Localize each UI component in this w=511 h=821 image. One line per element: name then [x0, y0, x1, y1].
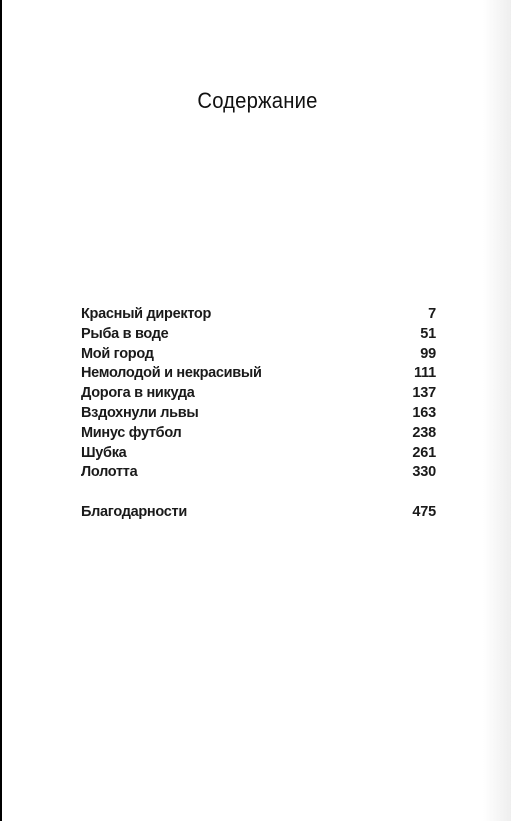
- toc-entry[interactable]: [81, 325, 436, 345]
- toc-entry-title: Благодарности: [81, 504, 187, 520]
- toc-entry-title: Дорога в никуда: [81, 385, 195, 402]
- toc-entry-page: 475: [412, 504, 436, 520]
- toc-entry-title: Рыба в воде: [81, 325, 169, 342]
- table-of-contents: [81, 305, 436, 483]
- toc-entry[interactable]: [81, 305, 436, 325]
- toc-entry-page: 238: [412, 424, 436, 441]
- toc-entry-title: Немолодой и некрасивый: [81, 365, 262, 382]
- toc-entry-page: 137: [412, 385, 436, 402]
- page-title: Содержание: [197, 88, 318, 113]
- toc-entry[interactable]: [81, 345, 436, 365]
- toc-entry-title: Красный директор: [81, 306, 212, 322]
- toc-entry[interactable]: [81, 463, 436, 483]
- toc-entry-title: Вздохнули львы: [81, 404, 199, 421]
- page-edge-shadow: [483, 0, 511, 821]
- toc-entry-title: Шубка: [81, 444, 127, 461]
- toc-entry-page: 111: [414, 365, 436, 382]
- toc-entry[interactable]: [81, 384, 436, 404]
- toc-entry-page: 330: [412, 464, 436, 481]
- toc-entry[interactable]: [81, 424, 436, 444]
- toc-entry-page: 51: [420, 325, 436, 342]
- toc-entry-title: Минус футбол: [81, 424, 182, 441]
- toc-entry[interactable]: [81, 364, 436, 384]
- toc-entry-page: 99: [420, 345, 436, 362]
- toc-acknowledgements-section: [81, 503, 436, 523]
- toc-entry-page: 163: [412, 404, 436, 421]
- toc-entry-title: Мой город: [81, 345, 154, 362]
- toc-entry-page: 261: [412, 444, 436, 461]
- toc-entry-title: Лолотта: [81, 464, 138, 481]
- toc-entry[interactable]: [81, 444, 436, 464]
- toc-entry-acknowledgements[interactable]: [81, 503, 436, 523]
- toc-entry-page: 7: [428, 306, 436, 322]
- toc-entry[interactable]: [81, 404, 436, 424]
